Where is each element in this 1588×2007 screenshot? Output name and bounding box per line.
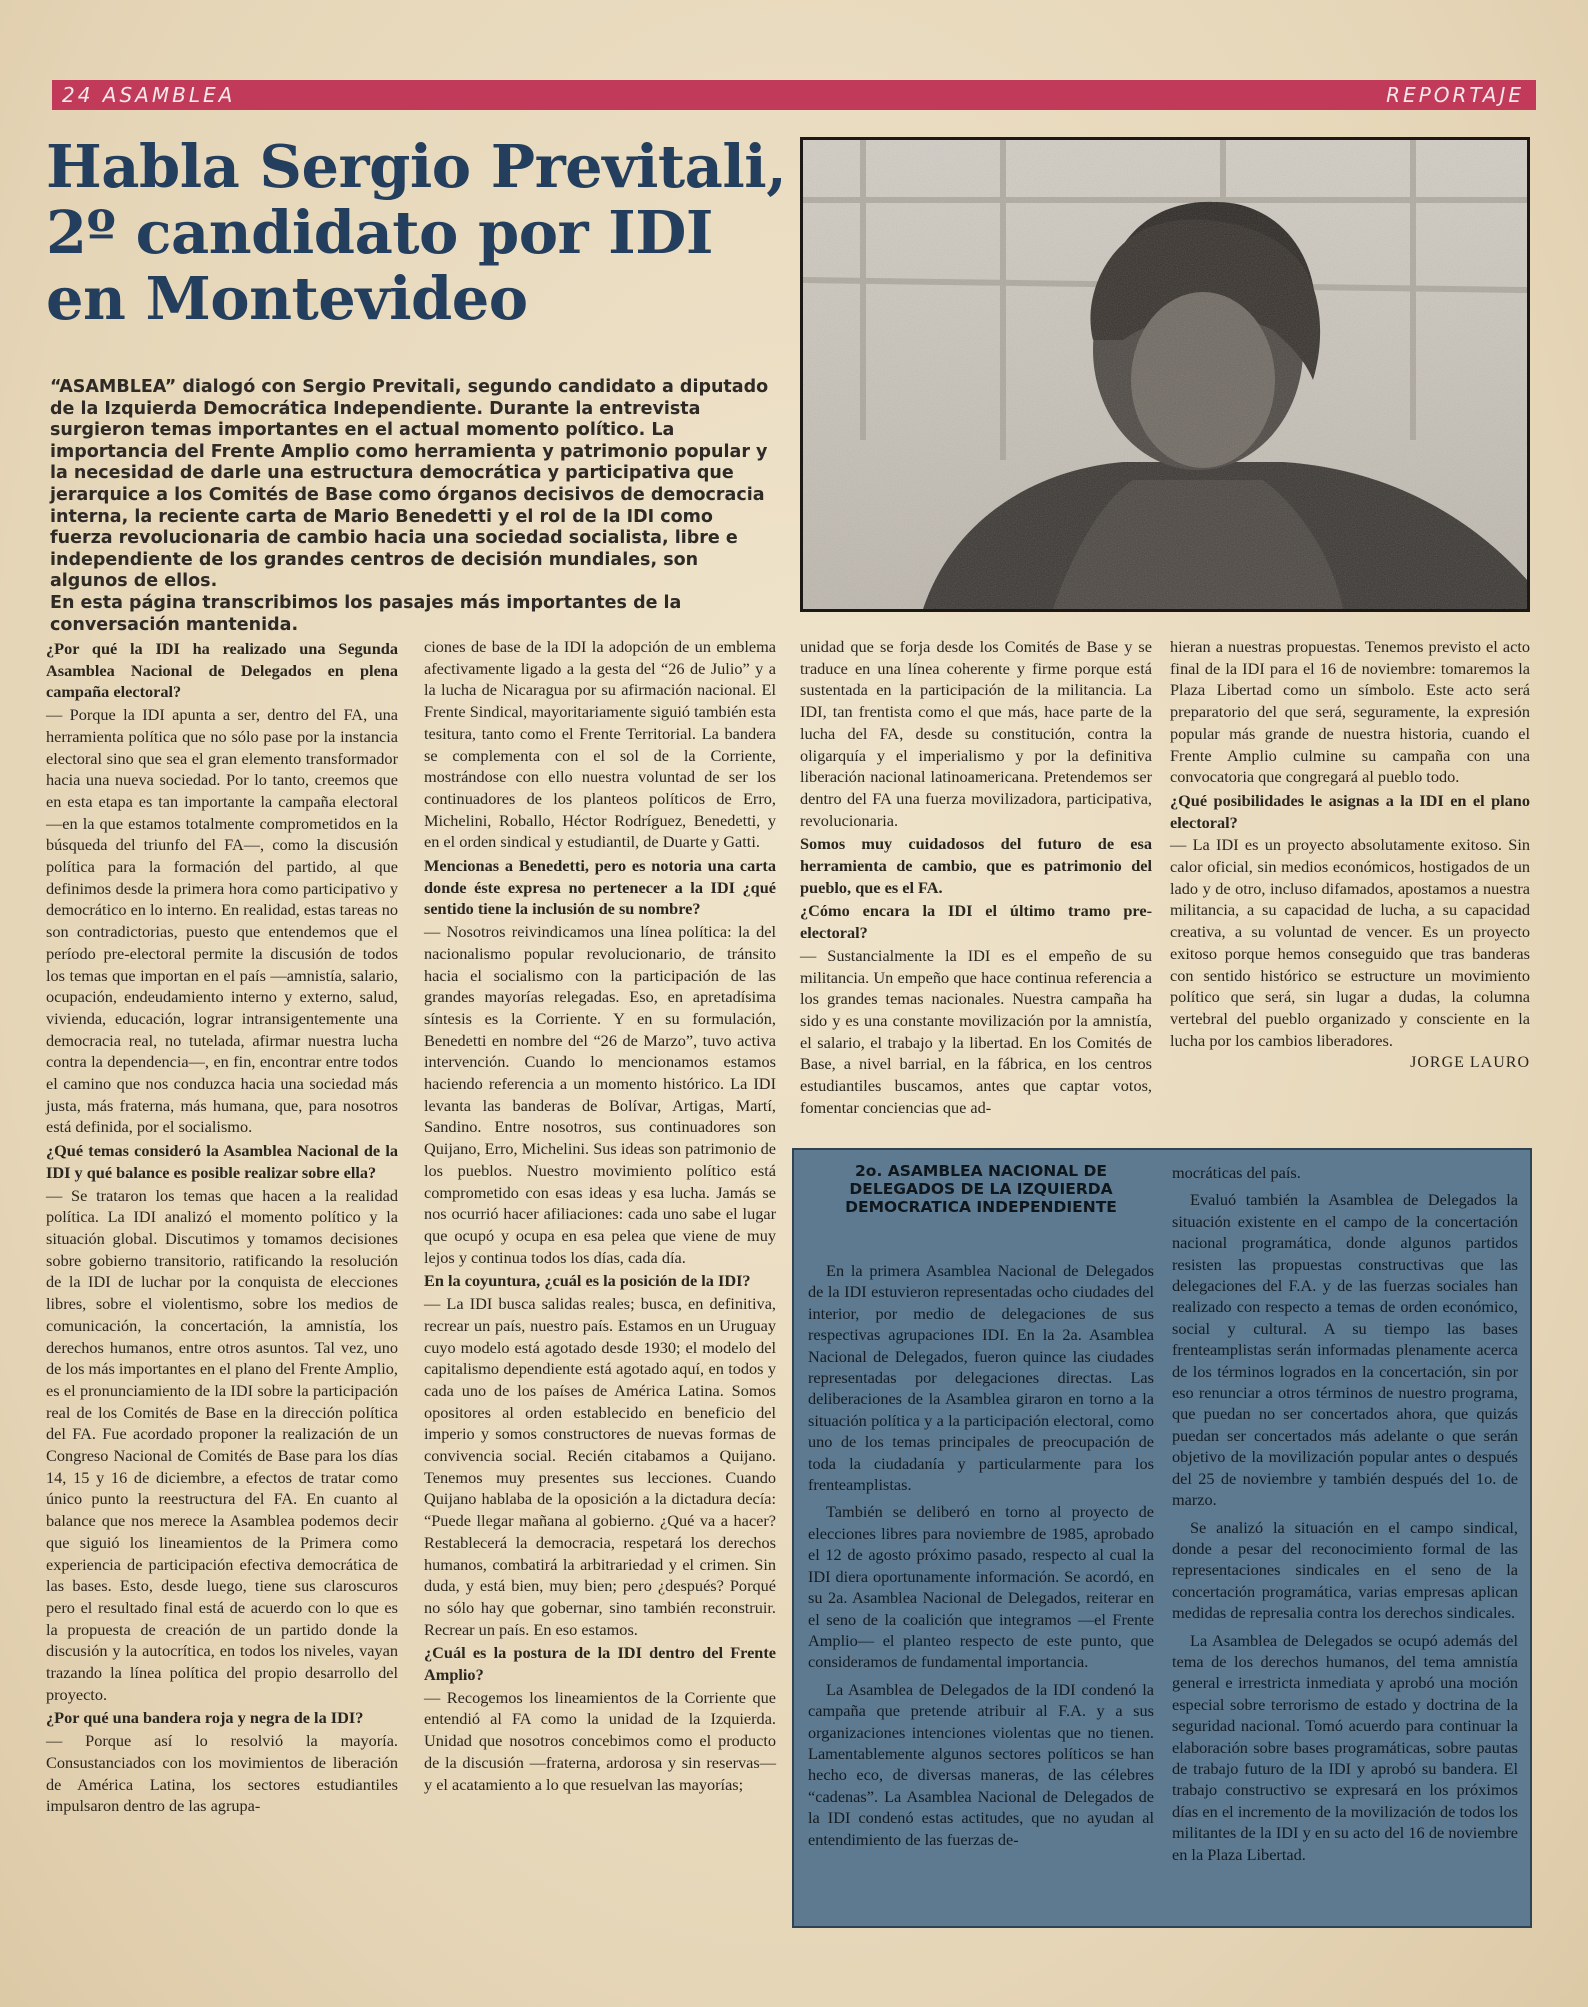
article-column-2 — [424, 636, 776, 1796]
question: Mencionas a Benedetti, pero es notoria una carta donde éste expresa no pertenecer a la IDI ¿qué sentido tiene la inclusión de su nombre? — [424, 856, 776, 919]
answer: ciones de base de la IDI la adopción de un emblema afectivamente ligado a la gesta del “26 de Julio” y a la lucha de Nicaragua por su afirmación nacional. El Frente Sindical, mayoritariamente siguió también esta tesitura, tanto como el Frente Territorial. La bandera se complementa con el sol de la Corriente, mostrándose con ello nuestra voluntad de ser los continuadores de los planteos políticos de Erro, Michelini, Roballo, Héctor Rodríguez, Benedetti, y en el orden sindical y estudiantil, de Duarte y Gatti. — [424, 637, 776, 852]
box-paragraph: En la primera Asamblea Nacional de Delegados de la IDI estuvieron representadas ocho ciudades del interior, por medio de delegaciones de sus respectivas agrupaciones IDI. En la 2a. Asamblea Nacional de Delegados, fueron quince las ciudades representadas por delegaciones directas. Las deliberaciones de la Asamblea giraron en torno a la situación política y a la participación electoral, como uno de los temas principales de preocupación de toda la ciudadanía y particularmente para los frenteamplistas. — [808, 1261, 1154, 1495]
box-paragraph: La Asamblea de Delegados se ocupó además del tema de los derechos humanos, del tema amnistía general e irrestricta inmediata y aprobó una moción especial sobre terrorismo de estado y doctrina de la seguridad nacional. Tomó acuerdo para continuar la elaboración sobre bases programáticas, sobre pautas de trabajo futuro de la IDI y aprobó su bandera. El trabajo constructivo se expresará en los próximos días en el incremento de la movilización de todos los militantes de la IDI y en su acto del 16 de noviembre en la Plaza Libertad. — [1172, 1630, 1518, 1864]
answer-emphasis: Somos muy cuidadosos del futuro de esa herramienta de cambio, que es patrimonio del pueblo, que es el FA. — [800, 834, 1152, 897]
section-name: REPORTAJE — [1386, 83, 1524, 107]
question: En la coyuntura, ¿cuál es la posición de la IDI? — [424, 1271, 751, 1291]
answer: — La IDI es un proyecto absolutamente exitoso. Sin calor oficial, sin medios económicos, hostigados de un lado y de otro, incluso difamados, apostamos a nuestra militancia, a su capacidad de lucha, a su capacidad creativa, a su voluntad de vencer. Es un proyecto exitoso porque hemos conseguido que tras banderas con sentido histórico se estructure un movimiento político que será, sin lugar a dudas, la columna vertebral del pueblo organizado y consciente en la lucha por los cambios liberadores. — [1170, 835, 1530, 1050]
header-bar — [52, 80, 1536, 110]
sidebar-box — [792, 1148, 1532, 1928]
box-paragraph: mocráticas del país. — [1172, 1163, 1301, 1182]
box-column-1 — [808, 1162, 1154, 1850]
article-column-1 — [46, 636, 398, 1818]
answer: — Sustancialmente la IDI es el empeño de su militancia. Un empeño que hace continua referencia a los grandes temas nacionales. Nuestra campaña ha sido y es una constante movilización por la amnistía, el salario, el trabajo y la libertad. En los Comités de Base, a nivel barrial, en la fábrica, en los centros estudiantiles buscamos, antes que captar votos, fomentar conciencias que ad- — [800, 945, 1152, 1117]
answer: — Nosotros reivindicamos una línea política: la del nacionalismo popular revolucionario, de tránsito hacia el socialismo con la participación de las grandes mayorías relegadas. Eso, en apretadísima síntesis es la Corriente. Y en su formulación, Benedetti en nombre del “26 de Marzo”, tuvo activa intervención. Cuando lo mencionamos estamos haciendo referencia a un momento histórico. La IDI levanta las banderas de Bolívar, Artigas, Martí, Sandino. Entre nosotros, sus continuadores son Quijano, Erro, Michelini. Sus ideas son patrimonio de los pueblos. Nuestro movimiento político está comprometido con esas ideas y esa lucha. Jamás se nos ocurrió hacer afiliaciones: cada uno sabe el lugar que ocupó y ocupa en esa pelea que viene de muy lejos y continua todos los días, cada día. — [424, 922, 776, 1267]
question: ¿Cuál es la postura de la IDI dentro del Frente Amplio? — [424, 1643, 776, 1685]
headline — [46, 134, 806, 332]
lead-text-closing: En esta página transcribimos los pasajes más importantes de la conversación mantenida. — [50, 592, 682, 635]
answer: — La IDI busca salidas reales; busca, en definitiva, recrear un país, nuestro país. Estamos en un Uruguay cuyo modelo está agotado desde 1930; el modelo del capitalismo dependiente está agotado aquí, en todos y cada uno de los países de América Latina. Somos opositores al orden establecido en beneficio del imperio y somos constructores de nuevas formas de convivencia social. Recién citabamos a Quijano. Tenemos muy presentes sus lecciones. Cuando Quijano hablaba de la oposición a la dictadura decía: “Puede llegar mañana al gobierno. ¿Qué va a hacer? Restablecerá la democracia, respetará los derechos humanos, combatirá la arbitrariedad y el crimen. Sin duda, y está bien, muy bien; pero ¿después? Porqué no sólo hay que gobernar, sino también reconstruir. Recrear un país. En eso estamos. — [424, 1294, 776, 1639]
answer: unidad que se forja desde los Comités de Base y se traduce en una línea coherente y firme porque está sustentada en la participación de la militancia. La IDI, tan frentista como el que más, hace parte de la lucha del FA, desde su constitución, contra la oligarquía y el imperialismo y por la definitiva liberación nacional latinoamericana. Pretendemos ser dentro del FA una fuerza movilizadora, participativa, revolucionaria. — [800, 637, 1152, 830]
answer: — Porque la IDI apunta a ser, dentro del FA, una herramienta política que no sólo pase por la instancia electoral sino que sea el gran elemento transformador hacia una nueva sociedad. Por lo tanto, creemos que en esta etapa es tan importante la campaña electoral —en la que estamos totalmente comprometidos en la búsqueda del triunfo del FA—, como la discusión política para la formación del partido, al que definimos desde la primera hora como participativo y democrático en lo interno. En realidad, estas tareas no son contradictorias, puesto que entendemos que el período pre-electoral permite la discusión de todos los temas que importan en el país —amnistía, salario, ocupación, endeudamiento interno y externo, salud, vivienda, educación, lograr intransigentemente una democracia real, no tutelada, afirmar nuestra lucha contra la dependencia—, en fin, encontrar entre todos el camino que nos conduzca hacia una sociedad más justa, más fraterna, más humana, que, para nosotros está definida, por el socialismo. — [46, 705, 398, 1137]
answer: — Se trataron los temas que hacen a la realidad política. La IDI analizó el momento político y la situación global. Discutimos y tomamos decisiones sobre gobierno transitorio, ratificando la resolución de la IDI de luchar por la conquista de elecciones libres, sobre el violentismo, sobre los medios de comunicación, la concertación, la amnistía, los derechos humanos, entre otros asuntos. Tal vez, uno de los más importantes en el plano del Frente Amplio, es el pronunciamiento de la IDI sobre la participación real de los Comités de Base en la dirección política del FA. Fue acordado proponer la realización de un Congreso Nacional de Comités de Base para los días 14, 15 y 16 de diciembre, a efectos de tratar como único punto la reestructura del FA. En cuanto al balance que nos merece la Asamblea podemos decir que siguió los lineamientos de la Primera como experiencia de participación efectiva democrática de las bases. Esto, desde luego, tiene sus claroscuros pero el resultado final está de acuerdo con lo que es la propuesta de creación de un partido donde la discusión y la autocrítica, en todos los niveles, vayan trazando la línea política del propio desarrollo del proyecto. — [46, 1185, 398, 1704]
lead-paragraph — [50, 377, 770, 636]
box-title: 2o. ASAMBLEA NACIONAL DE DELEGADOS DE LA IZQUIERDA DEMOCRATICA INDEPENDIENTE — [845, 1162, 1117, 1216]
question: ¿Qué temas consideró la Asamblea Nacional de la IDI y qué balance es posible realizar sobre ella? — [46, 1141, 398, 1182]
photo-image — [803, 140, 1527, 609]
headline-line-3: en Montevideo — [46, 264, 528, 333]
box-paragraph: También se deliberó en torno al proyecto de elecciones libres para noviembre de 1985, aprobado el 12 de agosto próximo pasado, respecto al cual la IDI diera oportunamente información. Se acordó, en su 2a. Asamblea Nacional de Delegados, reiterar en el seno de la coalición que integramos —el Frente Amplio— el planteo respecto de este punto, que consideramos de fundamental importancia. — [808, 1502, 1154, 1672]
portrait-photo — [800, 137, 1530, 612]
article-column-4 — [1170, 636, 1530, 1075]
headline-line-1: Habla Sergio Previtali, — [46, 132, 787, 201]
box-paragraph: La Asamblea de Delegados de la IDI condenó la campaña que pretende atribuir al F.A. y a sus organizaciones intenciones violentas que no tienen. Lamentablemente algunos sectores políticos se han hecho eco, de diversas maneras, de las célebres “cadenas”. La Asamblea Nacional de Delegados de la IDI condenó estas actitudes, que no ayudan al entendimiento de las fuerzas de- — [808, 1679, 1154, 1849]
article-column-3 — [800, 636, 1152, 1119]
box-paragraph: Evaluó también la Asamblea de Delegados la situación existente en el campo de la concertación nacional programática, donde algunos partidos resisten las propuestas constructivas que las delegaciones del F.A. y de las fuerzas sociales han realizado con respecto a temas de orden económico, social y cultural. A su tiempo las bases frenteamplistas serán informadas plenamente acerca de los términos logrados en la concertación, sin por eso renunciar a otros términos de nuestro programa, que puedan no ser concertados ahora, que quizás puedan ser concertados más adelante o que serán objetivo de la movilización popular antes o después del 25 de noviembre y también después del 1o. de marzo. — [1172, 1190, 1518, 1510]
answer: — Porque así lo resolvió la mayoría. Consustanciados con los movimientos de liberación de América Latina, los sectores estudiantiles impulsaron dentro de las agrupa- — [46, 1731, 398, 1816]
question: ¿Por qué una bandera roja y negra de la IDI? — [46, 1708, 364, 1728]
byline: JORGE LAURO — [1410, 1054, 1530, 1072]
box-column-2 — [1172, 1162, 1518, 1865]
lead-text: “ASAMBLEA” dialogó con Sergio Previtali, segundo candidato a diputado de la Izquierda Democrática Independiente. Durante la entrevista surgieron temas importantes en el actual momento político. La importancia del Frente Amplio como herramienta y patrimonio popular y la necesidad de darle una estructura democrática y participativa que jerarquice a los Comités de Base como órganos decisivos de democracia interna, la reciente carta de Mario Benedetti y el rol de la IDI como fuerza revolucionaria de cambio hacia una sociedad socialista, libre e independiente de los grandes centros de decisión mundiales, son algunos de ellos. — [50, 377, 769, 592]
box-paragraph: Se analizó la situación en el campo sindical, donde a pesar del reconocimiento formal de las representaciones sindicales en el seno de la concertación programática, varias empresas aplican medidas de represalia contra los derechos sindicales. — [1172, 1517, 1518, 1623]
headline-line-2: 2º candidato por IDI — [46, 198, 714, 267]
answer: — Recogemos los lineamientos de la Corriente que entendió al FA como la unidad de la Izquierda. Unidad que nosotros concebimos como el producto de la discusión —fraterna, ardorosa y sin reservas— y el acatamiento a lo que resuelvan las mayorías; — [424, 1687, 776, 1794]
question: ¿Cómo encara la IDI el último tramo pre-electoral? — [800, 901, 1152, 943]
page-number-section: 24 ASAMBLEA — [62, 83, 236, 107]
question: ¿Qué posibilidades le asignas a la IDI en el plano electoral? — [1170, 790, 1530, 832]
question: ¿Por qué la IDI ha realizado una Segunda Asamblea Nacional de Delegados en plena campaña electoral? — [46, 639, 398, 702]
answer: hieran a nuestras propuestas. Tenemos previsto el acto final de la IDI para el 16 de noviembre: tomaremos la Plaza Libertad como un símbolo. Este acto será preparatorio del que será, seguramente, la expresión popular más grande de nuestra historia, cuando el Frente Amplio culmine su campaña con una convocatoria que congregará al pueblo todo. — [1170, 637, 1530, 787]
